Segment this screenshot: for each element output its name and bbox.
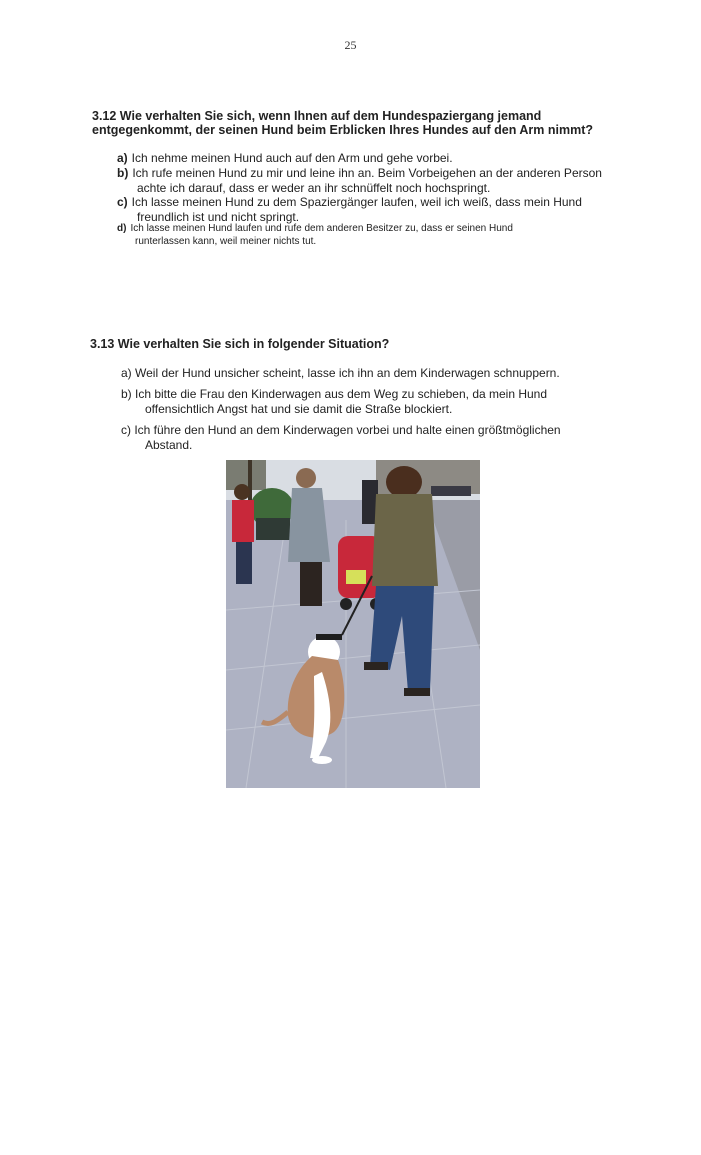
answer-text-continued: achte ich darauf, dass er weder an ihr schnüffelt noch hochspringt. [137,180,491,195]
answer-text: Ich lasse meinen Hund laufen und rufe dem anderen Besitzer zu, dass er seinen Hund [130,223,513,234]
answer-letter: d) [117,223,127,234]
page-number: 25 [344,38,357,52]
answer-3-12-a [117,151,637,166]
dog-collar [316,634,342,640]
answer-text-continued: offensichtlich Angst hat und sie damit die Straße blockiert. [145,402,453,416]
answer-text: b) Ich bitte die Frau den Kinderwagen aus dem Weg zu schieben, da mein Hund [121,387,548,401]
answer-text-continued: Abstand. [145,438,193,452]
child-head [234,484,250,500]
child-legs [236,542,252,584]
answer-text: a) Weil der Hund unsicher scheint, lasse ich ihn an dem Kinderwagen schnuppern. [121,366,560,380]
answer-text-continued: freundlich ist und nicht springt. [137,209,300,224]
woman2-hair [386,466,422,498]
answer-3-12-b [117,166,637,195]
answer-3-12-c [117,195,637,224]
question-3-12-heading-line2: entgegenkommt, der seinen Hund beim Erblicken Ihres Hundes auf den Arm nimmt? [92,123,594,137]
woman-head [296,468,316,488]
answer-3-12-d [117,223,637,248]
answer-3-13-b [121,387,601,417]
woman2-shoe [404,688,430,696]
situation-photo [226,460,480,788]
planter [256,518,290,540]
stroller-toy [346,570,366,584]
answer-text: Ich nehme meinen Hund auch auf den Arm und gehe vorbei. [131,151,453,165]
answer-letter: a) [117,151,128,165]
answer-text-continued: runterlassen kann, weil meiner nichts tut. [135,235,317,247]
answer-3-13-a [121,366,601,381]
answer-text: Ich rufe meinen Hund zu mir und leine ihn an. Beim Vorbeigehen an der anderen Person [132,166,602,180]
answer-text: Ich lasse meinen Hund zu dem Spaziergänger laufen, weil ich weiß, dass mein Hund [131,195,582,209]
woman2-jacket [372,494,438,586]
answer-3-13-c [121,423,601,453]
woman2-shoe [364,662,388,670]
question-3-12-heading [92,109,652,137]
stroller-wheel [340,598,352,610]
dog-paw [312,756,332,764]
question-3-13-heading: 3.13 Wie verhalten Sie sich in folgender Situation? [90,337,390,351]
car [431,486,471,496]
child-jacket [232,500,254,542]
answer-letter: c) [117,195,128,209]
situation-photo-illustration [226,460,480,788]
answer-letter: b) [117,166,129,180]
woman-legs [300,562,322,606]
question-3-12-heading-line1: 3.12 Wie verhalten Sie sich, wenn Ihnen auf dem Hundespaziergang jemand [92,109,542,123]
answer-text: c) Ich führe den Hund an dem Kinderwagen vorbei und halte einen größtmöglichen [121,423,561,437]
